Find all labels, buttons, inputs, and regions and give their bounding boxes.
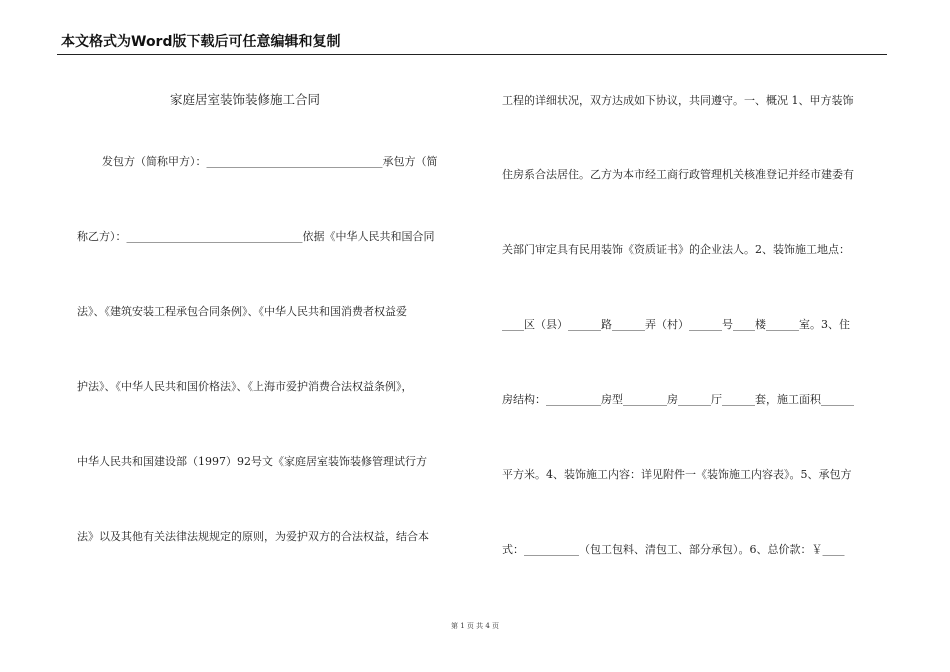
- right-paragraph-line: 工程的详细状况，双方达成如下协议，共同遵守。一、概况 1、甲方装饰: [502, 94, 854, 107]
- right-paragraph-line: 房结构：__________房型________房______厅______套，施工面积______: [502, 393, 854, 406]
- right-paragraph-line: 式：__________（包工包料、清包工、部分承包）。6、总价款：￥____: [502, 543, 845, 556]
- document-title: 家庭居室装饰装修施工合同: [170, 92, 321, 107]
- left-paragraph-line: 中华人民共和国建设部（1997）92号文《家庭居室装饰装修管理试行方: [77, 455, 427, 468]
- left-paragraph-line: 法》以及其他有关法律法规规定的原则，为爱护双方的合法权益，结合本: [77, 530, 429, 543]
- left-paragraph-line: 护法》、《中华人民共和国价格法》、《上海市爱护消费合法权益条例》，: [77, 380, 413, 393]
- left-paragraph-line: 发包方（简称甲方）：________________________________承包方（简: [102, 155, 438, 168]
- page-number: 第 1 页 共 4 页: [450, 622, 500, 630]
- download-banner: 本文格式为Word版下载后可任意编辑和复制: [61, 34, 341, 50]
- right-paragraph-line: 关部门审定具有民用装饰《资质证书》的企业法人。2、装饰施工地点：: [502, 243, 850, 256]
- right-paragraph-line: 住房系合法居住。乙方为本市经工商行政管理机关核准登记并经市建委有: [502, 168, 854, 181]
- header-divider: [57, 54, 887, 55]
- left-paragraph-line: 法》、《建筑安装工程承包合同条例》、《中华人民共和国消费者权益爱: [77, 305, 407, 318]
- left-paragraph-line: 称乙方）：________________________________依据《中华人民共和国合同: [77, 230, 435, 243]
- right-paragraph-line: ____区（县）______路______弄（村）______号____楼______室。3、住: [502, 318, 850, 331]
- right-paragraph-line: 平方米。4、装饰施工内容：详见附件一《装饰施工内容表》。5、承包方: [502, 468, 852, 481]
